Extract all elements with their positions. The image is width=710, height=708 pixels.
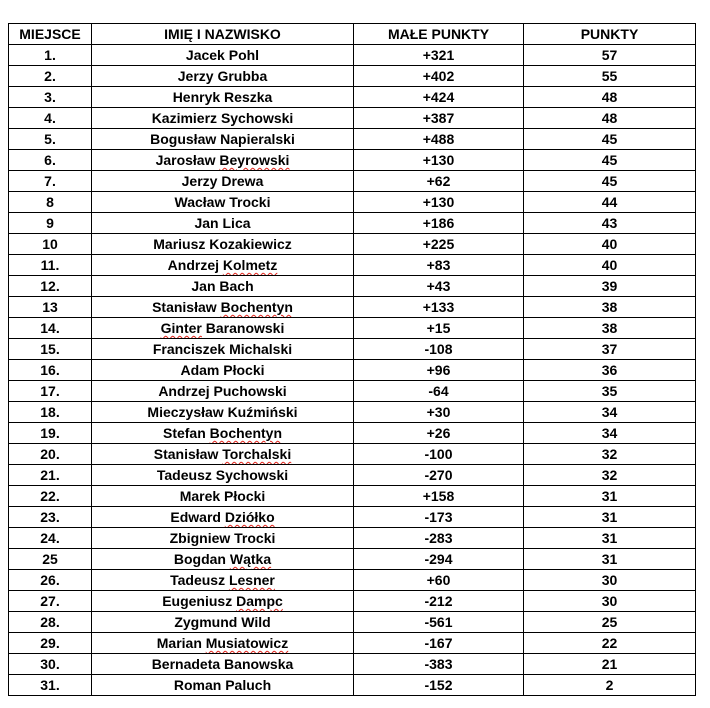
last-name: Kuźmiński	[227, 404, 298, 420]
last-name: Sychowski	[220, 110, 294, 126]
name-cell	[92, 255, 354, 276]
small-points-cell: +15	[354, 318, 524, 339]
place-cell: 29.	[9, 633, 92, 654]
points-cell: 31	[524, 507, 696, 528]
points-cell: 31	[524, 486, 696, 507]
place-cell: 9	[9, 213, 92, 234]
small-points-cell: -152	[354, 675, 524, 696]
last-name: Bochentyn	[220, 299, 293, 315]
table-row	[9, 444, 696, 465]
first-name: Andrzej	[158, 383, 210, 399]
first-name: Marek	[179, 488, 221, 504]
small-points-cell: +158	[354, 486, 524, 507]
points-cell: 45	[524, 150, 696, 171]
small-points-cell: +62	[354, 171, 524, 192]
last-name: Kozakiewicz	[209, 236, 292, 252]
table-row	[9, 129, 696, 150]
place-cell: 26.	[9, 570, 92, 591]
place-cell: 10	[9, 234, 92, 255]
points-cell: 21	[524, 654, 696, 675]
first-name: Tadeusz	[170, 572, 226, 588]
first-name: Andrzej	[167, 257, 219, 273]
first-name: Jacek	[185, 47, 225, 63]
table-row	[9, 402, 696, 423]
table-row	[9, 423, 696, 444]
table-row	[9, 150, 696, 171]
small-points-cell: -108	[354, 339, 524, 360]
points-cell: 40	[524, 255, 696, 276]
last-name: Dziółko	[224, 509, 275, 525]
place-cell: 4.	[9, 108, 92, 129]
last-name: Drewa	[221, 173, 264, 189]
small-points-cell: +30	[354, 402, 524, 423]
first-name: Stanisław	[152, 299, 217, 315]
place-cell: 22.	[9, 486, 92, 507]
table-row	[9, 87, 696, 108]
small-points-cell: +60	[354, 570, 524, 591]
small-points-cell: +186	[354, 213, 524, 234]
name-cell	[92, 213, 354, 234]
last-name: Płocki	[223, 362, 265, 378]
last-name: Reszka	[224, 89, 273, 105]
last-name: Beyrowski	[219, 152, 290, 168]
last-name: Bach	[219, 278, 254, 294]
small-points-cell: -294	[354, 549, 524, 570]
name-cell	[92, 234, 354, 255]
points-cell: 30	[524, 570, 696, 591]
small-points-cell: -283	[354, 528, 524, 549]
small-points-cell: +424	[354, 87, 524, 108]
first-name: Zbigniew	[169, 530, 231, 546]
name-cell	[92, 633, 354, 654]
place-cell: 30.	[9, 654, 92, 675]
table-row	[9, 381, 696, 402]
first-name: Bernadeta	[151, 656, 221, 672]
name-cell	[92, 171, 354, 192]
points-cell: 48	[524, 87, 696, 108]
points-cell: 32	[524, 465, 696, 486]
header-place: MIEJSCE	[9, 24, 92, 45]
small-points-cell: +402	[354, 66, 524, 87]
table-row	[9, 276, 696, 297]
last-name: Wild	[241, 614, 271, 630]
last-name: Kolmetz	[222, 257, 278, 273]
name-cell	[92, 465, 354, 486]
name-cell	[92, 87, 354, 108]
first-name: Jan	[191, 278, 216, 294]
place-cell: 2.	[9, 66, 92, 87]
place-cell: 5.	[9, 129, 92, 150]
small-points-cell: +321	[354, 45, 524, 66]
place-cell: 12.	[9, 276, 92, 297]
table-row	[9, 675, 696, 696]
table-row	[9, 633, 696, 654]
table-row	[9, 486, 696, 507]
name-cell	[92, 318, 354, 339]
points-cell: 45	[524, 129, 696, 150]
table-row	[9, 591, 696, 612]
last-name: Baranowski	[205, 320, 285, 336]
points-cell: 30	[524, 591, 696, 612]
points-cell: 31	[524, 528, 696, 549]
points-cell: 55	[524, 66, 696, 87]
place-cell: 6.	[9, 150, 92, 171]
last-name: Paluch	[225, 677, 272, 693]
name-cell	[92, 654, 354, 675]
place-cell: 13	[9, 297, 92, 318]
points-cell: 57	[524, 45, 696, 66]
name-cell	[92, 129, 354, 150]
small-points-cell: +133	[354, 297, 524, 318]
table-row	[9, 255, 696, 276]
small-points-cell: +96	[354, 360, 524, 381]
place-cell: 3.	[9, 87, 92, 108]
last-name: Bochentyn	[209, 425, 283, 441]
name-cell	[92, 108, 354, 129]
first-name: Roman	[173, 677, 222, 693]
first-name: Jerzy	[181, 173, 218, 189]
small-points-cell: +26	[354, 423, 524, 444]
place-cell: 21.	[9, 465, 92, 486]
results-table	[8, 23, 696, 696]
table-row	[9, 465, 696, 486]
table-row	[9, 507, 696, 528]
small-points-cell: +130	[354, 150, 524, 171]
header-name: IMIĘ I NAZWISKO	[92, 24, 354, 45]
points-cell: 36	[524, 360, 696, 381]
first-name: Jerzy	[177, 68, 214, 84]
table-row	[9, 549, 696, 570]
points-cell: 48	[524, 108, 696, 129]
name-cell	[92, 570, 354, 591]
results-body	[9, 45, 696, 696]
first-name: Ginter	[160, 320, 202, 336]
last-name: Lesner	[228, 572, 275, 588]
table-row	[9, 297, 696, 318]
last-name: Sychowski	[215, 467, 289, 483]
name-cell	[92, 591, 354, 612]
table-row	[9, 339, 696, 360]
small-points-cell: -173	[354, 507, 524, 528]
points-cell: 35	[524, 381, 696, 402]
small-points-cell: -561	[354, 612, 524, 633]
name-cell	[92, 339, 354, 360]
place-cell: 25	[9, 549, 92, 570]
place-cell: 23.	[9, 507, 92, 528]
small-points-cell: +225	[354, 234, 524, 255]
place-cell: 31.	[9, 675, 92, 696]
name-cell	[92, 192, 354, 213]
name-cell	[92, 423, 354, 444]
table-row	[9, 171, 696, 192]
small-points-cell: -167	[354, 633, 524, 654]
last-name: Trocki	[234, 530, 276, 546]
first-name: Mariusz	[153, 236, 206, 252]
last-name: Torchalski	[222, 446, 292, 462]
table-row	[9, 528, 696, 549]
name-cell	[92, 276, 354, 297]
points-cell: 43	[524, 213, 696, 234]
last-name: Dampc	[236, 593, 283, 609]
table-row	[9, 654, 696, 675]
small-points-cell: +488	[354, 129, 524, 150]
place-cell: 11.	[9, 255, 92, 276]
last-name: Lica	[222, 215, 251, 231]
points-cell: 37	[524, 339, 696, 360]
place-cell: 15.	[9, 339, 92, 360]
small-points-cell: -212	[354, 591, 524, 612]
name-cell	[92, 381, 354, 402]
first-name: Edward	[170, 509, 221, 525]
first-name: Jarosław	[155, 152, 216, 168]
first-name: Jan	[194, 215, 219, 231]
points-cell: 34	[524, 423, 696, 444]
table-row	[9, 360, 696, 381]
table-row	[9, 66, 696, 87]
place-cell: 18.	[9, 402, 92, 423]
header-row	[9, 24, 696, 45]
small-points-cell: -64	[354, 381, 524, 402]
name-cell	[92, 486, 354, 507]
last-name: Płocki	[224, 488, 266, 504]
place-cell: 24.	[9, 528, 92, 549]
first-name: Zygmund	[174, 614, 238, 630]
first-name: Eugeniusz	[162, 593, 233, 609]
small-points-cell: +387	[354, 108, 524, 129]
name-cell	[92, 66, 354, 87]
last-name: Banowska	[224, 656, 294, 672]
first-name: Bogusław	[150, 131, 217, 147]
name-cell	[92, 297, 354, 318]
last-name: Puchowski	[213, 383, 287, 399]
header-points: PUNKTY	[524, 24, 696, 45]
first-name: Stanisław	[153, 446, 219, 462]
first-name: Marian	[156, 635, 202, 651]
last-name: Musiatowicz	[205, 635, 289, 651]
name-cell	[92, 528, 354, 549]
place-cell: 27.	[9, 591, 92, 612]
table-row	[9, 213, 696, 234]
last-name: Wątka	[229, 551, 272, 567]
points-cell: 32	[524, 444, 696, 465]
first-name: Wacław	[174, 194, 226, 210]
name-cell	[92, 507, 354, 528]
name-cell	[92, 612, 354, 633]
place-cell: 14.	[9, 318, 92, 339]
place-cell: 16.	[9, 360, 92, 381]
last-name: Grubba	[217, 68, 268, 84]
points-cell: 44	[524, 192, 696, 213]
last-name: Pohl	[228, 47, 260, 63]
first-name: Bogdan	[173, 551, 226, 567]
table-row	[9, 192, 696, 213]
points-cell: 45	[524, 171, 696, 192]
table-row	[9, 108, 696, 129]
name-cell	[92, 360, 354, 381]
first-name: Mieczysław	[147, 404, 224, 420]
first-name: Henryk	[172, 89, 221, 105]
points-cell: 25	[524, 612, 696, 633]
small-points-cell: -270	[354, 465, 524, 486]
place-cell: 19.	[9, 423, 92, 444]
name-cell	[92, 675, 354, 696]
first-name: Tadeusz	[156, 467, 212, 483]
small-points-cell: +130	[354, 192, 524, 213]
table-row	[9, 612, 696, 633]
table-row	[9, 318, 696, 339]
first-name: Franciszek	[152, 341, 226, 357]
points-cell: 31	[524, 549, 696, 570]
place-cell: 20.	[9, 444, 92, 465]
points-cell: 39	[524, 276, 696, 297]
name-cell	[92, 45, 354, 66]
points-cell: 38	[524, 318, 696, 339]
last-name: Napieralski	[220, 131, 295, 147]
small-points-cell: -383	[354, 654, 524, 675]
last-name: Michalski	[229, 341, 293, 357]
place-cell: 28.	[9, 612, 92, 633]
points-cell: 22	[524, 633, 696, 654]
small-points-cell: +43	[354, 276, 524, 297]
small-points-cell: -100	[354, 444, 524, 465]
first-name: Kazimierz	[151, 110, 218, 126]
header-small-points: MAŁE PUNKTY	[354, 24, 524, 45]
name-cell	[92, 402, 354, 423]
name-cell	[92, 549, 354, 570]
place-cell: 7.	[9, 171, 92, 192]
place-cell: 8	[9, 192, 92, 213]
table-row	[9, 234, 696, 255]
name-cell	[92, 444, 354, 465]
place-cell: 1.	[9, 45, 92, 66]
first-name: Stefan	[162, 425, 206, 441]
points-cell: 34	[524, 402, 696, 423]
first-name: Adam	[180, 362, 220, 378]
table-row	[9, 45, 696, 66]
points-cell: 38	[524, 297, 696, 318]
points-cell: 2	[524, 675, 696, 696]
small-points-cell: +83	[354, 255, 524, 276]
table-row	[9, 570, 696, 591]
points-cell: 40	[524, 234, 696, 255]
place-cell: 17.	[9, 381, 92, 402]
last-name: Trocki	[229, 194, 271, 210]
name-cell	[92, 150, 354, 171]
